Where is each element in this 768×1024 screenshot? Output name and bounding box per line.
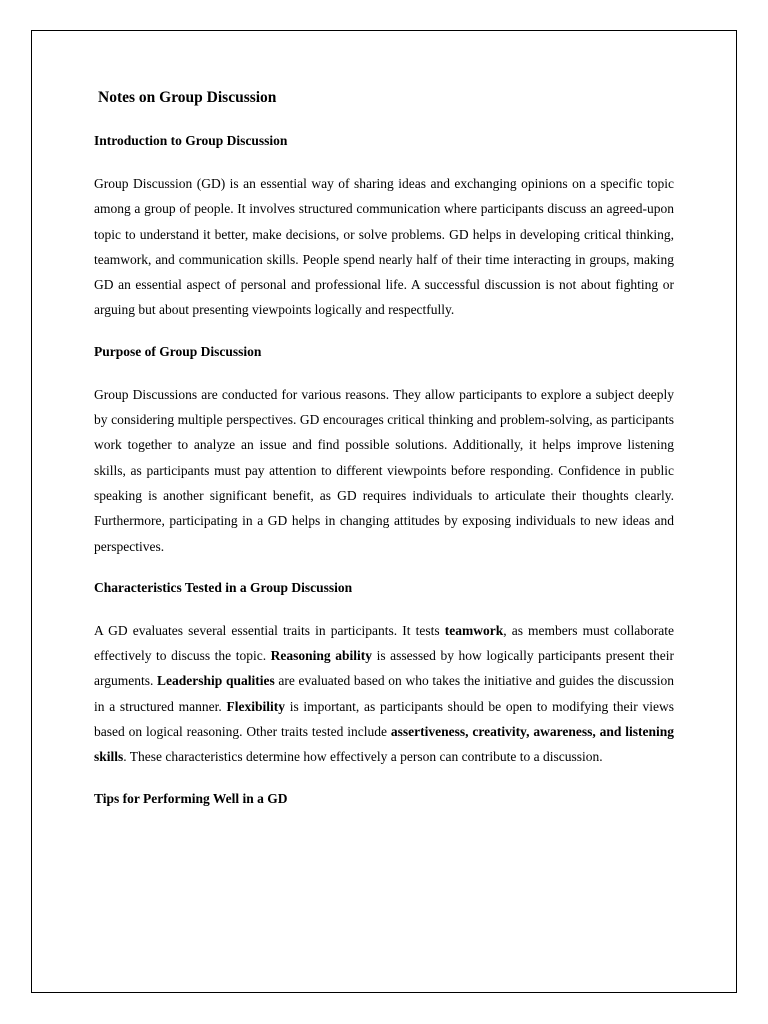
document-title: Notes on Group Discussion [98, 89, 277, 106]
section-paragraph-introduction: Group Discussion (GD) is an essential way of sharing ideas and exchanging opinions on a specific topic among a group of people. It involves structured communication where participants discuss an agreed-upon topic to understand it better, make decisions, or solve problems. GD helps in developing critical thinking, teamwork, and communication skills. People spend nearly half of their time interacting in groups, making GD an essential aspect of personal and professional life. A successful discussion is not about fighting or arguing but about presenting viewpoints logically and respectfully. [94, 176, 674, 318]
section-paragraph-purpose: Group Discussions are conducted for various reasons. They allow participants to explore a subject deeply by considering multiple perspectives. GD encourages critical thinking and problem-solving, as participants work together to analyze an issue and find possible solutions. Additionally, it helps improve listening skills, as participants must pay attention to different viewpoints before responding. Confidence in public speaking is another significant benefit, as GD requires individuals to articulate their thoughts clearly. Furthermore, participating in a GD helps in changing attitudes by exposing individuals to new ideas and perspectives. [94, 386, 674, 554]
text-run: A GD evaluates several essential traits in participants. It tests [94, 622, 445, 638]
document-content [94, 87, 674, 809]
emphasis-other-traits: assertiveness, creativity, awareness, and listening skills [94, 724, 674, 765]
section-heading-tips: Tips for Performing Well in a GD [94, 790, 288, 806]
text-run: is important, as participants should be open to modifying their views based on logical reasoning. Other traits tested include [94, 698, 674, 740]
emphasis-leadership-qualities: Leadership qualities [157, 673, 275, 689]
text-run: . These characteristics determine how effectively a person can contribute to a discussion. [123, 749, 603, 765]
section-heading-purpose: Purpose of Group Discussion [94, 343, 262, 359]
text-run: , as members must collaborate effectively to discuss the topic. [94, 622, 675, 664]
emphasis-flexibility: Flexibility [226, 698, 285, 714]
section-paragraph-characteristics [94, 618, 674, 770]
section-heading-introduction: Introduction to Group Discussion [94, 133, 288, 148]
text-run: is assessed by how logically participants present their arguments. [94, 648, 674, 689]
section-heading-characteristics: Characteristics Tested in a Group Discussion [94, 579, 353, 595]
document-page [31, 30, 737, 993]
emphasis-teamwork: teamwork [444, 622, 504, 638]
emphasis-reasoning-ability: Reasoning ability [270, 648, 373, 664]
text-run: are evaluated based on who takes the initiative and guides the discussion in a structured manner. [94, 673, 674, 714]
